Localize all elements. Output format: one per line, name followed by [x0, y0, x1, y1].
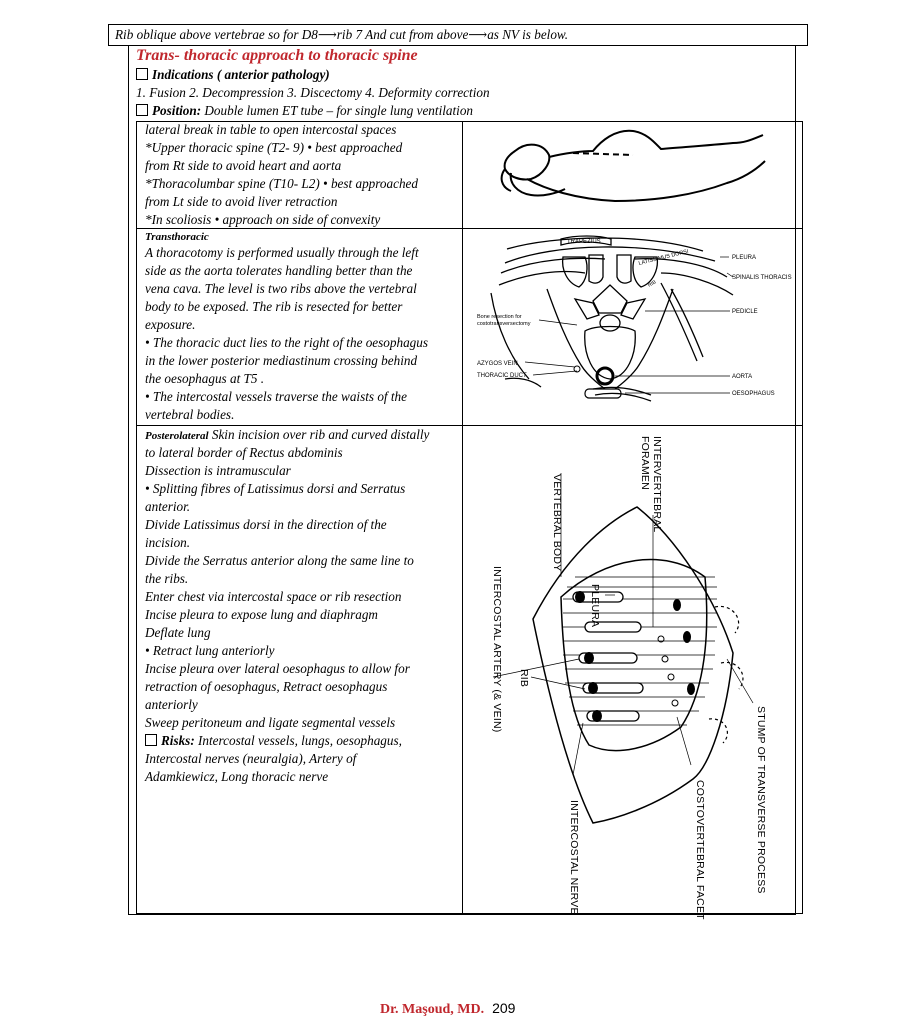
label-pedicle: PEDICLE: [732, 309, 758, 315]
row3-line: Dissection is intramuscular: [145, 463, 291, 478]
risks-line: Intercostal nerves (neuralgia), Artery of: [145, 751, 357, 766]
cross-section-diagram: [465, 229, 801, 424]
label-spinalis: SPINALIS THORACIS: [732, 275, 792, 281]
row3-line: • Retract lung anteriorly: [145, 643, 275, 658]
risks-line: [145, 732, 402, 750]
row2-line: vertebral bodies.: [145, 407, 235, 422]
row1-text: [145, 121, 460, 229]
label-pleura: PLEURA: [732, 255, 757, 261]
row3-line: Deflate lung: [145, 625, 211, 640]
row2-line: side as the aorta tolerates handling better than the: [145, 263, 413, 278]
label-intervertebral-2: FORAMEN: [639, 436, 651, 490]
indications-items: 1. Fusion 2. Decompression 3. Discectomy 4. Deformity correction: [136, 85, 490, 100]
posterolateral-exposure-diagram: [465, 427, 801, 912]
row1-line: *Upper thoracic spine (T2- 9) • best approached: [145, 140, 403, 155]
row3-line: incision.: [145, 535, 191, 550]
label-bone-resection-1: Bone resection for: [477, 314, 522, 320]
row1-line: *In scoliosis • approach on side of convexity: [145, 212, 381, 227]
row3-line: to lateral border of Rectus abdominis: [145, 445, 343, 460]
label-rib-top: RIB: [647, 279, 658, 289]
label-azygos: AZYGOS VEIN: [477, 361, 518, 367]
label-intervertebral-1: INTERVERTEBRAL: [651, 436, 663, 533]
label-vertebral-body: VERTEBRAL BODY: [551, 474, 563, 572]
row2-text: [145, 229, 460, 424]
row3-heading: Posterolateral: [145, 430, 209, 442]
section-title: Trans- thoracic approach to thoracic spine: [136, 47, 418, 64]
footer-author: Dr. Maşoud, MD.: [380, 1002, 485, 1017]
label-aorta: AORTA: [732, 374, 753, 380]
label-intervertebral-foramen: [639, 436, 663, 532]
row2-line: body to be exposed. The rib is resected for better: [145, 299, 403, 314]
position-line: [136, 103, 473, 119]
row2-heading: Transthoracic: [145, 231, 209, 243]
row1-line: *Thoracolumbar spine (T10- L2) • best approached: [145, 176, 418, 191]
checkbox-icon: [136, 68, 148, 80]
indications-heading-text: Indications ( anterior pathology): [152, 67, 330, 82]
risks-heading: Risks:: [161, 733, 195, 748]
label-trapezius: TRAPEZIUS: [567, 239, 601, 245]
row3-line: • Splitting fibres of Latissimus dorsi and Serratus: [145, 481, 406, 496]
patient-position-figure: [465, 123, 801, 227]
row3-line: Incise pleura over lateral oesophagus to allow for: [145, 661, 410, 676]
label-latissimus: LATISSIMUS DORSI: [638, 248, 690, 267]
row1-line: lateral break in table to open intercostal spaces: [145, 122, 397, 137]
row3-line: the ribs.: [145, 571, 189, 586]
label-rib-r3: RIB: [518, 669, 530, 688]
row2-line: in the lower posterior mediastinum crossing behind: [145, 353, 418, 368]
position-text: Double lumen ET tube – for single lung ventilation: [201, 103, 474, 118]
footer-page-number: 209: [492, 1000, 516, 1016]
position-heading: Position:: [152, 103, 202, 118]
label-oesophagus: OESOPHAGUS: [732, 391, 775, 397]
row3-line: Incise pleura to expose lung and diaphragm: [145, 607, 378, 622]
row3-line: retraction of oesophagus, Retract oesophagus: [145, 679, 388, 694]
indications-heading: [136, 67, 330, 83]
checkbox-icon: [136, 104, 148, 116]
risks-line: Adamkiewicz, Long thoracic nerve: [145, 769, 329, 784]
top-note: Rib oblique above vertebrae so for D8⟶rib 7 And cut from above⟶as NV is below.: [115, 27, 569, 42]
label-thoracic-duct: THORACIC DUCT: [477, 373, 527, 379]
risks-text: Intercostal vessels, lungs, oesophagus,: [194, 733, 402, 748]
label-intercostal-nerve: INTERCOSTAL NERVE: [568, 800, 580, 915]
row3-line: Sweep peritoneum and ligate segmental vessels: [145, 715, 396, 730]
label-costovertebral-facet: COSTOVERTEBRAL FACET: [694, 780, 706, 920]
footer: [380, 1000, 515, 1018]
row3-line: anterior.: [145, 499, 191, 514]
top-note-box: [108, 24, 808, 46]
row3-line: Enter chest via intercostal space or rib resection: [145, 589, 402, 604]
table-col-divider: [462, 121, 463, 914]
label-intercostal-artery: INTERCOSTAL ARTERY (& VEIN): [491, 566, 503, 733]
row3-line: Divide the Serratus anterior along the same line to: [145, 553, 414, 568]
label-stump-transverse: STUMP OF TRANSVERSE PROCESS: [755, 706, 767, 894]
row3-line: Divide Latissimus dorsi in the direction of the: [145, 517, 387, 532]
row3-first-line-rest: Skin incision over rib and curved distally: [208, 427, 430, 442]
row2-line: the oesophagus at T5 .: [145, 371, 265, 386]
row2-line: A thoracotomy is performed usually through the left: [145, 245, 419, 260]
row1-line: from Lt side to avoid liver retraction: [145, 194, 338, 209]
row2-line: exposure.: [145, 317, 196, 332]
row1-line: from Rt side to avoid heart and aorta: [145, 158, 342, 173]
row2-line: vena cava. The level is two ribs above the vertebral: [145, 281, 417, 296]
row2-line: • The thoracic duct lies to the right of the oesophagus: [145, 335, 428, 350]
row3-line: anteriorly: [145, 697, 198, 712]
label-bone-resection-2: costotransversectomy: [477, 321, 531, 327]
row3-first-line: [145, 426, 429, 445]
label-pleura-r3: PLEURA: [589, 584, 601, 628]
checkbox-icon: [145, 734, 157, 746]
row3-text: [145, 426, 460, 796]
row2-line: • The intercostal vessels traverse the waists of the: [145, 389, 407, 404]
